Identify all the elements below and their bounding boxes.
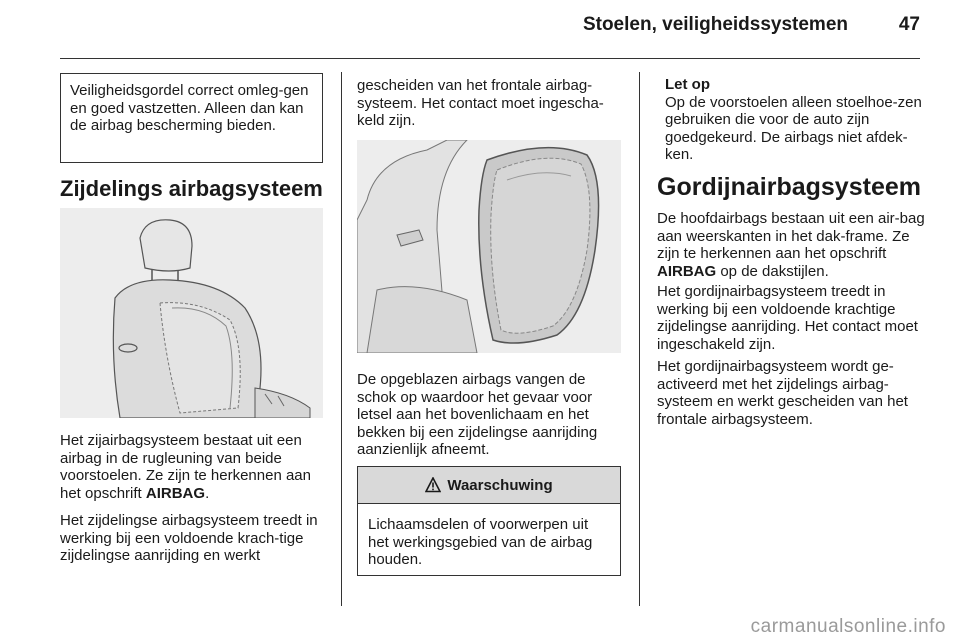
col2-paragraph-2: De opgeblazen airbags vangen de schok op waardoor het gevaar voor letsel aan het bovenlichaam en het bekken bij een zijdelingse aanrijding aanzienlijk afneemt.	[357, 371, 598, 458]
column-separator-1	[341, 72, 342, 606]
page-header-title: Stoelen, veiligheidssystemen	[582, 14, 848, 35]
side-airbag-para1-end: .	[205, 484, 210, 502]
watermark: carmanualsonline.info	[750, 616, 946, 637]
warning-title: Waarschuwing	[447, 476, 553, 494]
side-airbag-paragraph-1	[60, 432, 330, 502]
curtain-airbag-para1-end: op de dakstijlen.	[716, 262, 829, 280]
curtain-airbag-paragraph-1	[657, 210, 925, 280]
seatbelt-note-text: Veiligheidsgordel correct omleg-gen en goed vastzetten. Alleen dan kan de airbag bescherming bieden.	[70, 82, 309, 134]
section-title-curtain-airbag: Gordijnairbagsysteem	[657, 173, 921, 201]
inflated-side-airbag-illustration	[357, 140, 621, 353]
warning-text: Lichaamsdelen of voorwerpen uit het werkingsgebied van de airbag houden.	[368, 516, 593, 568]
warning-triangle-icon	[425, 477, 441, 493]
header-rule	[60, 58, 920, 59]
page-number: 47	[898, 14, 920, 35]
airbag-label-bold-2: AIRBAG	[657, 262, 717, 280]
side-airbag-seat-illustration	[60, 208, 323, 418]
col2-paragraph-1: gescheiden van het frontale airbag-systeem. Het contact moet ingescha-keld zijn.	[357, 77, 604, 129]
note-label: Let op	[665, 76, 710, 93]
section-title-side-airbag: Zijdelings airbagsysteem	[60, 176, 323, 201]
seat-cover-note	[665, 76, 925, 164]
warning-box	[357, 466, 621, 576]
seatbelt-note-box	[60, 73, 323, 163]
curtain-airbag-paragraph-2: Het gordijnairbagsysteem treedt in werking bij een voldoende krachtige zijdelingse aanrijding. Het contact moet ingeschakeld zijn.	[657, 283, 918, 353]
curtain-airbag-para1-text: De hoofdairbags bestaan uit een air-bag aan weerskanten in het dak-frame. Ze zijn te herkennen aan het opschrift	[657, 210, 925, 262]
airbag-label-bold: AIRBAG	[145, 484, 206, 502]
side-airbag-paragraph-2: Het zijdelingse airbagsysteem treedt in werking bij een voldoende krach-tige zijdelingse aanrijding en werkt	[60, 512, 318, 564]
column-separator-2	[639, 72, 640, 606]
airbag-illustration-svg	[357, 140, 621, 353]
note-text: Op de voorstoelen alleen stoelhoe-zen gebruiken die voor de auto zijn goedgekeurd. De airbags niet afdek-ken.	[665, 93, 922, 163]
side-airbag-para1-text: Het zijairbagsysteem bestaat uit een airbag in de rugleuning van beide voorstoelen. Ze zijn te herkennen aan het opschrift	[60, 432, 311, 502]
warning-header	[358, 467, 620, 504]
seat-illustration-svg	[60, 208, 323, 418]
curtain-airbag-paragraph-3: Het gordijnairbagsysteem wordt ge-activeerd met het zijdelings airbag-systeem en werkt gescheiden van het frontale airbagsysteem.	[657, 358, 908, 428]
